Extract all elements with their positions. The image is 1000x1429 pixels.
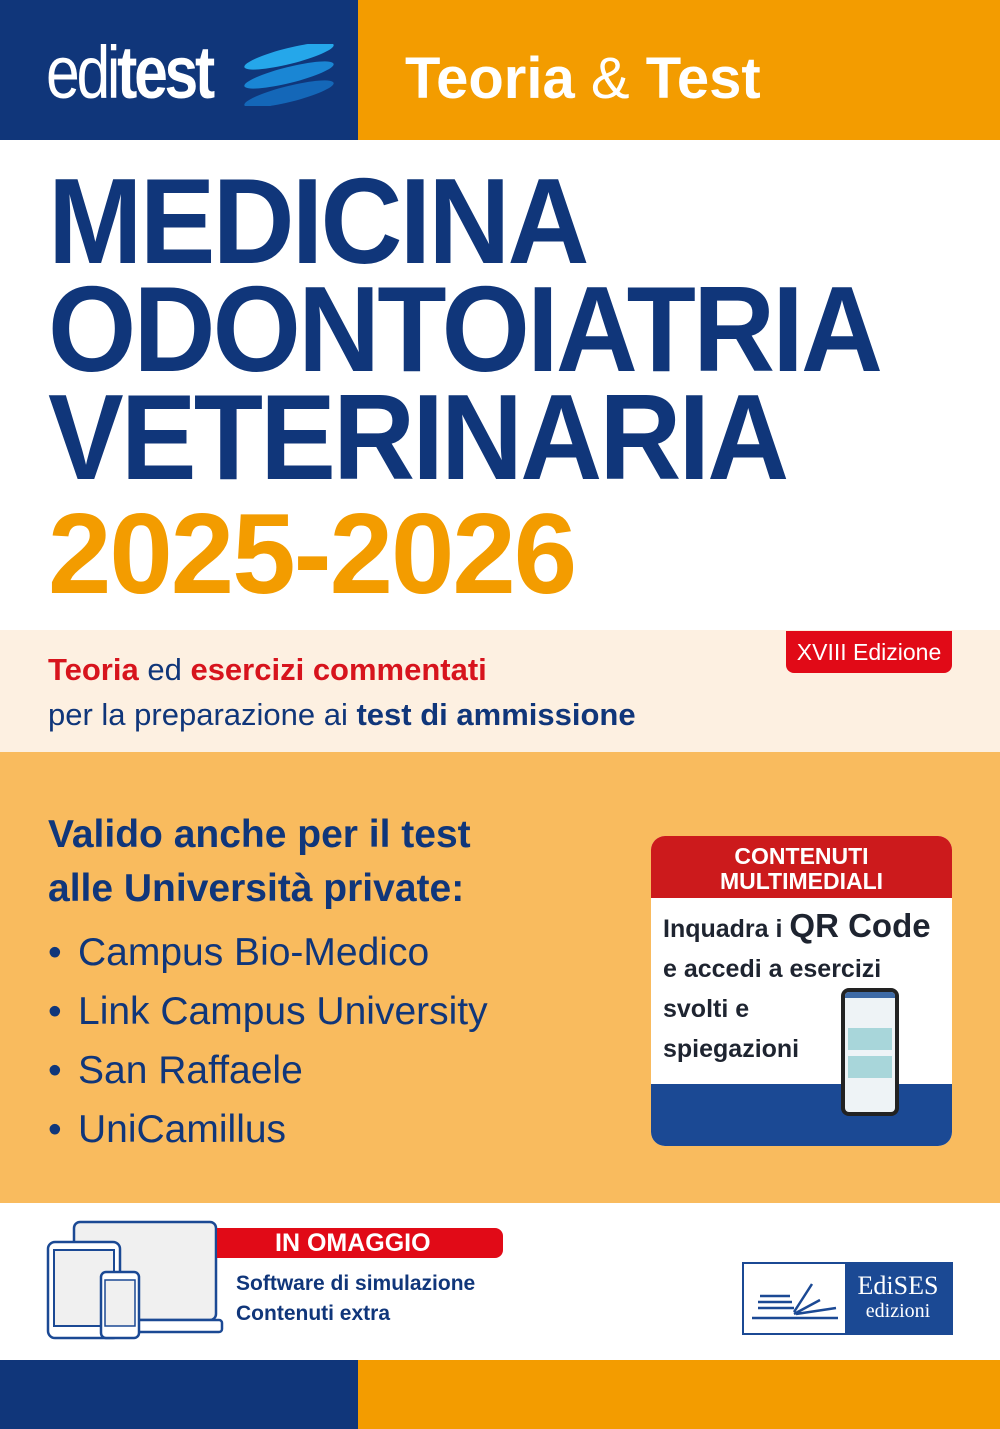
subtitle-line-2: per la preparazione ai test di ammissione	[48, 697, 636, 732]
series-title: Teoria & Test	[405, 46, 761, 111]
gift-label: IN OMAGGIO	[217, 1228, 503, 1258]
multimedia-card-body: Inquadra i QR Code e accedi a esercizi svolti e spiegazioni	[663, 907, 931, 1063]
valid-heading: Valido anche per il test alle Università private:	[48, 813, 471, 910]
smartphone-icon	[841, 988, 899, 1116]
editest-logo: editest	[46, 31, 212, 114]
list-item: • Campus Bio-Medico	[48, 931, 430, 974]
edition-badge: XVIII Edizione	[786, 631, 952, 673]
edition-year: 2025-2026	[48, 491, 576, 618]
devices-icon	[46, 1220, 226, 1340]
title-line-odontoiatria: ODONTOIATRIA	[48, 261, 881, 397]
university-list	[48, 928, 488, 1164]
list-item: • UniCamillus	[48, 1108, 287, 1151]
edises-logo: EdiSES edizioni	[742, 1262, 953, 1335]
title-line-medicina: MEDICINA	[48, 153, 587, 289]
multimedia-card-footer	[651, 1084, 952, 1146]
gift-item: Software di simulazione	[236, 1272, 476, 1295]
open-book-icon	[750, 1278, 842, 1322]
multimedia-card-header: CONTENUTI MULTIMEDIALI	[651, 836, 952, 898]
editest-logo-mark-icon	[244, 44, 334, 106]
multimedia-card	[651, 836, 952, 1146]
gift-item: Contenuti extra	[236, 1302, 391, 1325]
list-item: • San Raffaele	[48, 1049, 303, 1092]
title-line-veterinaria: VETERINARIA	[48, 369, 787, 505]
footer-orange-bar	[358, 1360, 1000, 1429]
footer-navy-bar	[0, 1360, 358, 1429]
subtitle-line-1: Teoria ed esercizi commentati	[48, 652, 487, 687]
list-item: • Link Campus University	[48, 990, 488, 1033]
